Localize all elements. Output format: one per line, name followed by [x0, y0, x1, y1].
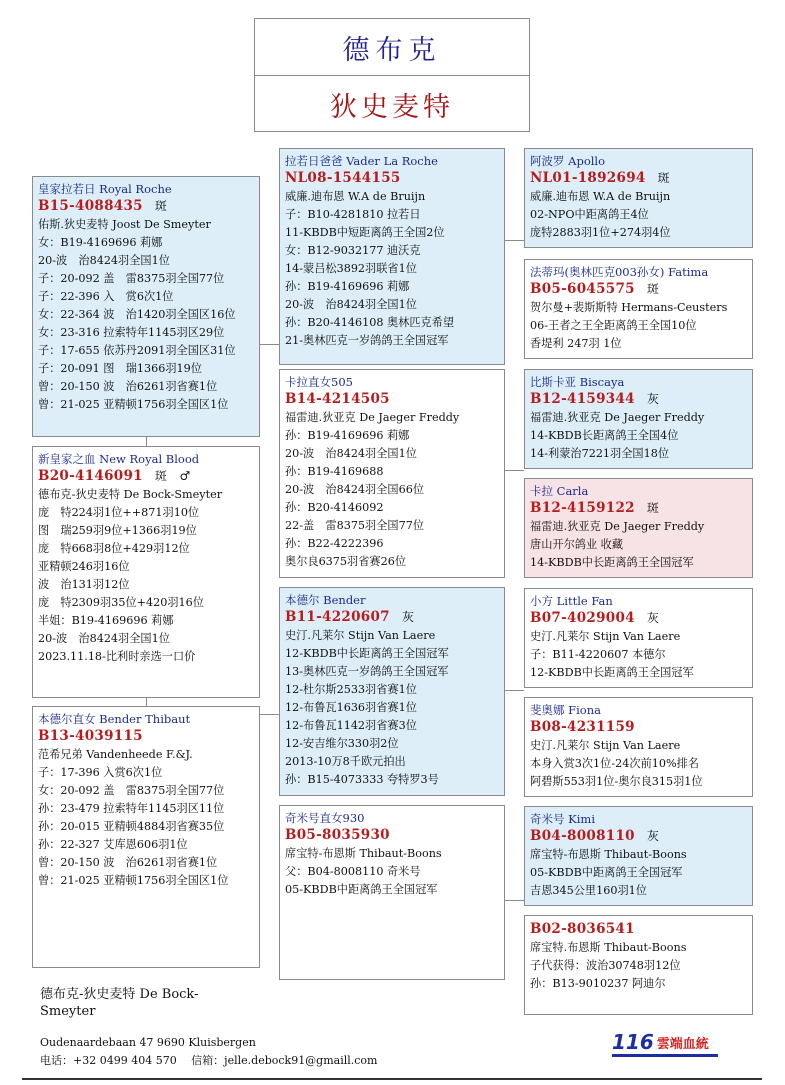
detail-line: 子：17-396 入赏6次1位	[38, 766, 163, 779]
pigeon-name: 本德尔直女 Bender Thibaut	[38, 712, 191, 726]
logo-underline	[612, 1054, 718, 1057]
pedigree-title	[254, 18, 530, 132]
pigeon-name: 法蒂玛(奥林匹克003孙女) Fatima	[530, 265, 709, 279]
detail-line: 12-布鲁瓦1636羽省赛1位	[285, 701, 417, 714]
detail-line: 14-蒙吕松3892羽联省1位	[285, 262, 417, 275]
pigeon-name: 卡拉 Carla	[530, 484, 589, 498]
ring-number: B02-8036541	[530, 921, 635, 937]
detail-line: 20-波 治8424羽全国1位	[38, 632, 170, 645]
ring-number: B14-4214505	[285, 391, 390, 407]
pigeon-name: 小方 Little Fan	[530, 594, 613, 608]
connector-line	[260, 344, 279, 345]
detail-line: 12-KBDB中长距离鸽王全国冠军	[530, 666, 694, 679]
detail-line: 亚精顿246羽16位	[38, 560, 130, 573]
detail-line: 11-KBDB中短距离鸽王全国2位	[285, 226, 445, 239]
logo-text: 雲端血統	[656, 1036, 709, 1052]
detail-line: 20-波 治8424羽全国66位	[285, 483, 425, 496]
connector-line	[505, 470, 524, 471]
connector-line	[505, 240, 524, 241]
detail-line: 福雷迪.狄亚克 De Jaeger Freddy	[530, 411, 705, 424]
detail-line: 05-KBDB中距离鸽王全国冠军	[285, 883, 438, 896]
ddd-box	[524, 915, 753, 1015]
detail-line: 史汀.凡莱尔 Stijn Van Laere	[530, 739, 681, 752]
color-tag: 灰	[646, 611, 660, 625]
detail-line: 女：23-316 拉索特年1145羽区29位	[38, 326, 225, 339]
detail-line: 孙：B19-4169688	[285, 465, 384, 478]
sdd-box	[524, 478, 753, 578]
detail-line: 12-杜尔斯2533羽省赛1位	[285, 683, 417, 696]
detail-line: 庞 特224羽1位++871羽10位	[38, 506, 200, 519]
sire-sire-box	[279, 148, 505, 365]
pigeon-name: 卡拉直女505	[285, 375, 353, 389]
ring-number: B08-4231159	[530, 719, 635, 735]
color-tag: 斑 ♂	[154, 469, 191, 483]
pigeon-name: 奇米号 Kimi	[530, 812, 596, 826]
detail-line: 福雷迪.狄亚克 De Jaeger Freddy	[530, 520, 705, 533]
detail-line: 曾：21-025 亚精顿1756羽全国区1位	[38, 398, 229, 411]
connector-line	[505, 900, 524, 901]
ring-number: B12-4159344 灰	[530, 391, 660, 407]
logo-number: 116	[612, 1030, 654, 1054]
detail-line: 曾：20-150 波 治6261羽省赛1位	[38, 380, 218, 393]
detail-line: 威廉.迪布恩 W.A de Bruijn	[285, 190, 426, 203]
detail-line: 女：B12-9032177 迪沃克	[285, 244, 421, 257]
pigeon-name: 本德尔 Bender	[285, 593, 366, 607]
detail-line: 曾：21-025 亚精顿1756羽全国区1位	[38, 874, 229, 887]
dss-box	[524, 588, 753, 688]
connector-line	[146, 698, 147, 706]
detail-line: 孙：22-327 艾库恩606羽1位	[38, 838, 188, 851]
connector-line	[146, 437, 147, 446]
detail-line: 02-NPO中距离鸽王4位	[530, 208, 649, 221]
contact-line: 电话：+32 0499 404 570 信箱：jelle.debock91@gmaill.com	[40, 1054, 378, 1067]
pigeon-name: 奇米号直女930	[285, 811, 365, 825]
detail-line: 席宝特-布恩斯 Thibaut-Boons	[285, 847, 442, 860]
ring-number: NL01-1892694 斑	[530, 170, 670, 186]
detail-line: 13-奥林匹克一岁鸽鸽王全国冠军	[285, 665, 449, 678]
detail-line: 奥尔良6375羽省赛26位	[285, 555, 407, 568]
detail-line: 子：17-655 依苏丹2091羽全国区31位	[38, 344, 236, 357]
detail-line: 子：20-091 图 瑞1366羽19位	[38, 362, 202, 375]
detail-line: 福雷迪.狄亚克 De Jaeger Freddy	[285, 411, 460, 424]
detail-line: 庞 特2309羽35位+420羽16位	[38, 596, 204, 609]
sire-dam-box	[279, 369, 505, 578]
pigeon-name: 阿波罗 Apollo	[530, 154, 606, 168]
sire-box	[32, 176, 260, 437]
detail-line: 庞特2883羽1位+274羽4位	[530, 226, 671, 239]
detail-line: 史汀.凡莱尔 Stijn Van Laere	[530, 630, 681, 643]
connector-line	[260, 714, 279, 715]
detail-line: 本身入赏3次1位-24次前10%排名	[530, 757, 699, 770]
bottom-divider	[22, 1078, 762, 1080]
title-owner-line1: 德布克	[255, 19, 529, 76]
sss-box	[524, 148, 753, 248]
ring-number: B07-4029004 灰	[530, 610, 660, 626]
detail-line: 史汀.凡莱尔 Stijn Van Laere	[285, 629, 436, 642]
detail-line: 德布克-狄史麦特 De Bock-Smeyter	[38, 488, 223, 501]
detail-line: 孙：B20-4146108 奥林匹克希望	[285, 316, 455, 329]
detail-line: 父：B04-8008110 奇米号	[285, 865, 421, 878]
owner-contact	[40, 1034, 377, 1070]
detail-line: 席宝特.布恩斯 Thibaut-Boons	[530, 941, 687, 954]
detail-line: 唐山开尔鸽业 收藏	[530, 538, 624, 551]
detail-line: 子：B10-4281810 拉若日	[285, 208, 421, 221]
ring-number: B12-4159122 斑	[530, 500, 660, 516]
color-tag: 斑	[657, 171, 670, 185]
detail-line: 2013-10万8千欧元拍出	[285, 755, 406, 768]
dsd-box	[524, 697, 753, 797]
detail-line: 22-盖 雷8375羽全国77位	[285, 519, 425, 532]
detail-line: 06-王者之王全距离鸽王全国10位	[530, 319, 697, 332]
color-tag: 灰	[646, 829, 660, 843]
sds-box	[524, 369, 753, 469]
subject-pigeon-box	[32, 446, 260, 698]
ring-number: B20-4146091 斑 ♂	[38, 468, 191, 484]
dam-sire-box	[279, 587, 505, 796]
detail-line: 12-KBDB中长距离鸽王全国冠军	[285, 647, 449, 660]
address-line: Oudenaardebaan 47 9690 Kluisbergen	[40, 1036, 256, 1049]
detail-line: 阿碧斯553羽1位-奥尔良315羽1位	[530, 775, 703, 788]
detail-line: 子代获得：波治30748羽12位	[530, 959, 681, 972]
detail-line: 香堤利 247羽 1位	[530, 337, 622, 350]
detail-line: 21-奥林匹克一岁鸽鸽王全国冠军	[285, 334, 449, 347]
ring-number: B11-4220607 灰	[285, 609, 415, 625]
owner-name: 德布克-狄史麦特 De Bock-Smeyter	[40, 987, 199, 1019]
dds-box	[524, 806, 753, 906]
detail-line: 佑斯.狄史麦特 Joost De Smeyter	[38, 218, 211, 231]
detail-line: 波 治131羽12位	[38, 578, 130, 591]
ring-number: B05-6045575 斑	[530, 281, 660, 297]
detail-line: 女：22-364 波 治1420羽全国区16位	[38, 308, 236, 321]
brand-logo	[612, 1030, 709, 1054]
pigeon-name: 新皇家之血 New Royal Blood	[38, 452, 200, 466]
ring-number: B13-4039115	[38, 728, 143, 744]
detail-line: 范希兄弟 Vandenheede F.&J.	[38, 748, 193, 761]
detail-line: 贺尔曼+裴斯斯特 Hermans-Ceusters	[530, 301, 728, 314]
detail-line: 孙：B13-9010237 阿迪尔	[530, 977, 666, 990]
detail-line: 子：B11-4220607 本德尔	[530, 648, 666, 661]
detail-line: 孙：20-015 亚精顿4884羽省赛35位	[38, 820, 225, 833]
detail-line: 14-KBDB长距离鸽王全国4位	[530, 429, 679, 442]
detail-line: 子：20-092 盖 雷8375羽全国77位	[38, 272, 225, 285]
color-tag: 斑	[646, 501, 660, 515]
detail-line: 女：B19-4169696 莉娜	[38, 236, 163, 249]
detail-line: 20-波 治8424羽全国1位	[285, 298, 417, 311]
detail-line: 曾：20-150 波 治6261羽省赛1位	[38, 856, 218, 869]
dam-box	[32, 706, 260, 968]
title-owner-line2: 狄史麦特	[330, 92, 454, 123]
detail-line: 2023.11.18-比利时亲选一口价	[38, 650, 196, 663]
detail-line: 庞 特668羽8位+429羽12位	[38, 542, 190, 555]
detail-line: 威廉.迪布恩 W.A de Bruijn	[530, 190, 671, 203]
color-tag: 灰	[401, 610, 415, 624]
ring-number: B04-8008110 灰	[530, 828, 660, 844]
detail-line: 12-安吉维尔330羽2位	[285, 737, 399, 750]
detail-line: 05-KBDB中距离鸽王全国冠军	[530, 866, 683, 879]
detail-line: 子：22-396 入 赏6次1位	[38, 290, 174, 303]
detail-line: 14-利蒙治7221羽全国18位	[530, 447, 670, 460]
detail-line: 图 瑞259羽9位+1366羽19位	[38, 524, 197, 537]
ring-number: B05-8035930	[285, 827, 390, 843]
pigeon-name: 拉若日爸爸 Vader La Roche	[285, 154, 438, 168]
pigeon-name: 比斯卡亚 Biscaya	[530, 375, 625, 389]
detail-line: 孙：B20-4146092	[285, 501, 384, 514]
detail-line: 孙：B22-4222396	[285, 537, 384, 550]
dam-dam-box	[279, 805, 505, 980]
detail-line: 半姐：B19-4169696 莉娜	[38, 614, 174, 627]
ssd-box	[524, 259, 753, 359]
detail-line: 12-布鲁瓦1142羽省赛3位	[285, 719, 417, 732]
detail-line: 女：20-092 盖 雷8375羽全国77位	[38, 784, 225, 797]
color-tag: 灰	[646, 392, 660, 406]
detail-line: 孙：B19-4169696 莉娜	[285, 280, 410, 293]
detail-line: 吉恩345公里160羽1位	[530, 884, 647, 897]
detail-line: 20-波 治8424羽全国1位	[38, 254, 170, 267]
pigeon-name: 斐奥娜 Fiona	[530, 703, 601, 717]
connector-line	[505, 690, 524, 691]
pigeon-name: 皇家拉若日 Royal Roche	[38, 182, 172, 196]
detail-line: 孙：B19-4169696 莉娜	[285, 429, 410, 442]
color-tag: 斑	[154, 199, 168, 213]
ring-number: B15-4088435 斑	[38, 198, 168, 214]
detail-line: 20-波 治8424羽全国1位	[285, 447, 417, 460]
detail-line: 孙：B15-4073333 夸特罗3号	[285, 773, 439, 786]
color-tag: 斑	[646, 282, 660, 296]
ring-number: NL08-1544155	[285, 170, 401, 186]
detail-line: 席宝特-布恩斯 Thibaut-Boons	[530, 848, 687, 861]
detail-line: 孙：23-479 拉索特年1145羽区11位	[38, 802, 225, 815]
detail-line: 14-KBDB中长距离鸽王全国冠军	[530, 556, 694, 569]
